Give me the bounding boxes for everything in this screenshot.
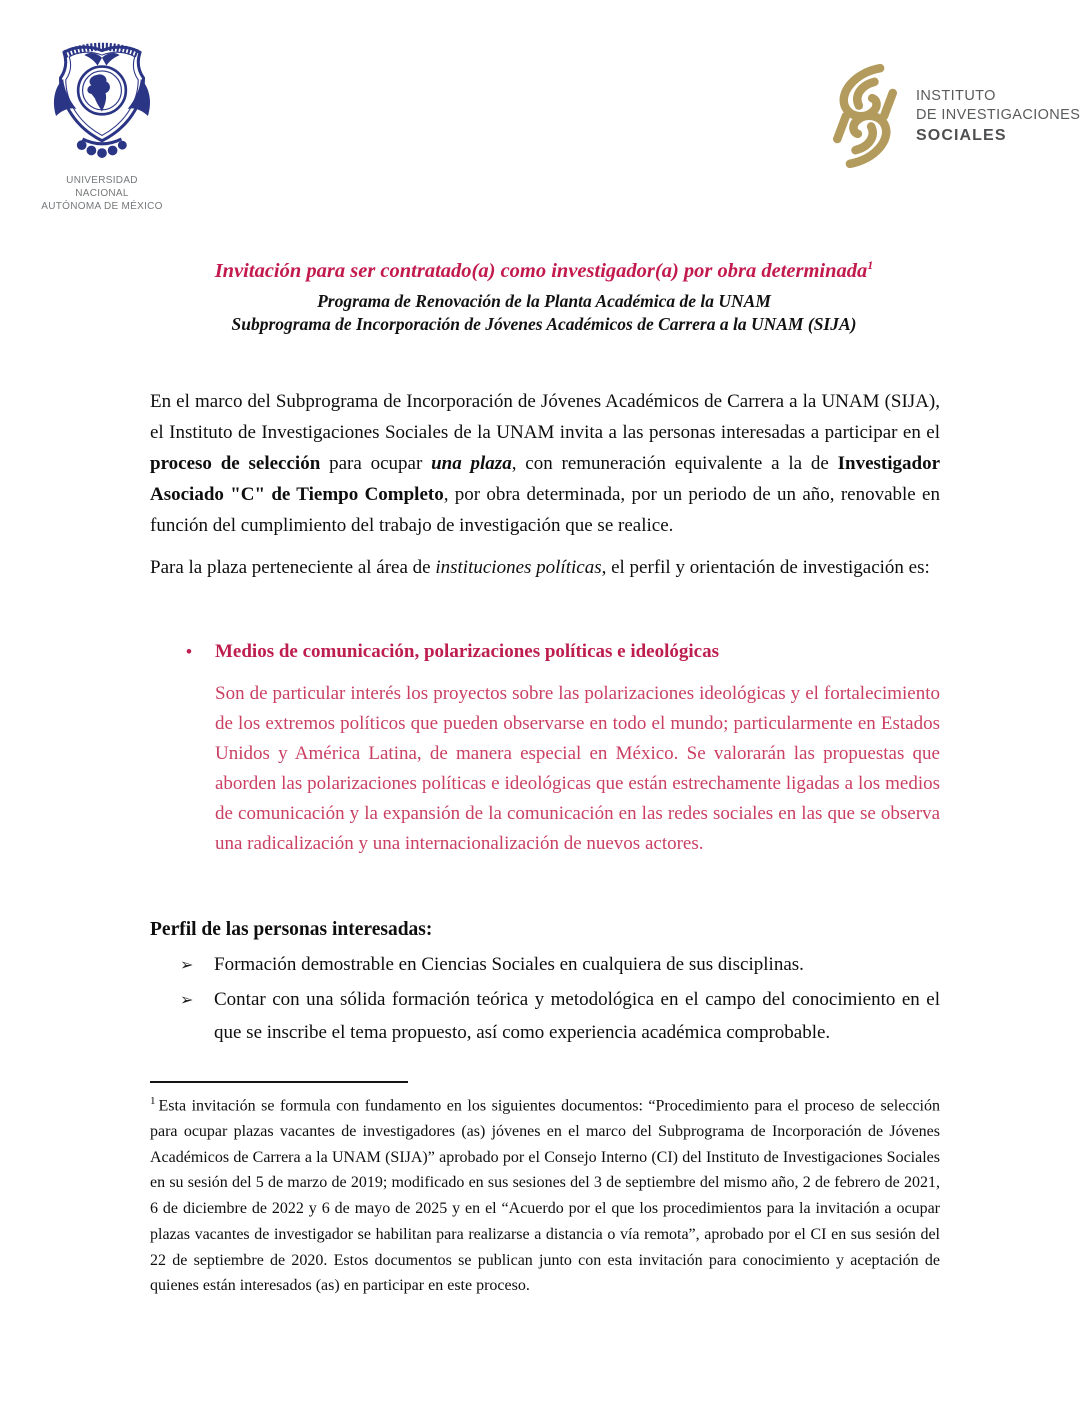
footnote-text: Esta invitación se formula con fundamento en los siguientes documentos: “Procedimiento para el proceso de selección para ocupar plazas vacantes de investigadores (as) jóvenes en el marco del Subprograma de Incorporación de Jóvenes Académicos de Carrera a la UNAM (SIJA)” aprobado por el Consejo Interno (CI) del Instituto de Investigaciones Sociales en su sesión del 5 de marzo de 2019; modificado en sus sesiones del 3 de septiembre del mismo año, 2 de febrero de 2021, 6 de diciembre de 2022 y 6 de mayo de 2025 y en el “Acuerdo por el que los procedimientos para la invitación a ocupar plazas vacantes de investigador se habilitan para realizarse a distancia o vía remota”, aprobado por el CI en sus sesión del 22 de septiembre de 2020. Estos documentos se publican junto con esta invitación para conocimiento y aceptación de quienes están interesados (as) en participar en este proceso. [150, 1097, 940, 1295]
intro-paragraph: En el marco del Subprograma de Incorporación de Jóvenes Académicos de Carrera a la UNAM (SIJA), el Instituto de Investigaciones Sociales de la UNAM invita a las personas interesadas a participar en el proceso de selección para ocupar una plaza, con remuneración equivalente a la de Investigador Asociado "C" de Tiempo Completo, por obra determinada, por un periodo de un año, renovable en función del cumplimiento del trabajo de investigación que se realice. [150, 391, 941, 536]
footnote-separator [150, 1081, 408, 1083]
title-footnote-ref: 1 [867, 258, 874, 272]
profile-item [150, 948, 940, 982]
iis-name-line3: SOCIALES [916, 126, 1007, 144]
unam-logo [38, 34, 166, 213]
profile-item-text: Formación demostrable en Ciencias Sociales en cualquiera de sus disciplinas. [214, 954, 804, 975]
arrow-bullet-icon: ➢ [180, 957, 194, 974]
profile-list [150, 948, 940, 1051]
profile-heading: Perfil de las personas interesadas: [150, 919, 433, 940]
profile-item [150, 983, 940, 1050]
area-paragraph: Para la plaza perteneciente al área de instituciones políticas, el perfil y orientación de investigación es: [150, 557, 930, 578]
arrow-bullet-icon: ➢ [180, 991, 194, 1009]
research-topic-paragraph: Son de particular interés los proyectos sobre las polarizaciones ideológicas y el fortalecimiento de los extremos políticos que pueden observarse en todo el mundo; particularmente en Estados Unidos y América Latina, de manera especial en México. Se valorarán las propuestas que aborden las polarizaciones políticas e ideológicas que están estrechamente ligadas a los medios de comunicación y la expansión de la comunicación en las redes sociales en las que se observa una radicalización y una internacionalización de nuevos actores. [215, 683, 940, 854]
footnote-body [150, 1089, 940, 1299]
profile-item-text: Contar con una sólida formación teórica y metodológica en el campo del conocimiento en el que se inscribe el tema propuesto, así como experiencia académica comprobable. [214, 988, 940, 1043]
unam-caption-line1: UNIVERSIDAD NACIONAL [66, 175, 138, 199]
bullet-dot-icon: • [186, 642, 192, 661]
footnote [150, 1081, 940, 1299]
research-topic-bullet [150, 641, 940, 663]
research-topic-heading: Medios de comunicación, polarizaciones políticas e ideológicas [215, 641, 719, 662]
doc-subtitle-1: Programa de Renovación de la Planta Académica de la UNAM [317, 290, 771, 311]
iis-name-line1: INSTITUTO [916, 87, 996, 104]
doc-subtitle-2: Subprograma de Incorporación de Jóvenes Académicos de Carrera a la UNAM (SIJA) [231, 313, 857, 334]
iis-logo [828, 64, 1080, 168]
doc-title [0, 252, 1088, 284]
iis-mark-icon [828, 64, 902, 168]
unam-crest-icon [49, 34, 155, 168]
iis-name-line2: DE INVESTIGACIONES [916, 107, 1081, 124]
footnote-ref: 1 [150, 1095, 156, 1107]
doc-title-text: Invitación para ser contratado(a) como investigador(a) por obra determinada [214, 259, 868, 282]
unam-caption-line2: AUTÓNOMA DE MÉXICO [41, 201, 163, 212]
title-block [0, 252, 1088, 336]
